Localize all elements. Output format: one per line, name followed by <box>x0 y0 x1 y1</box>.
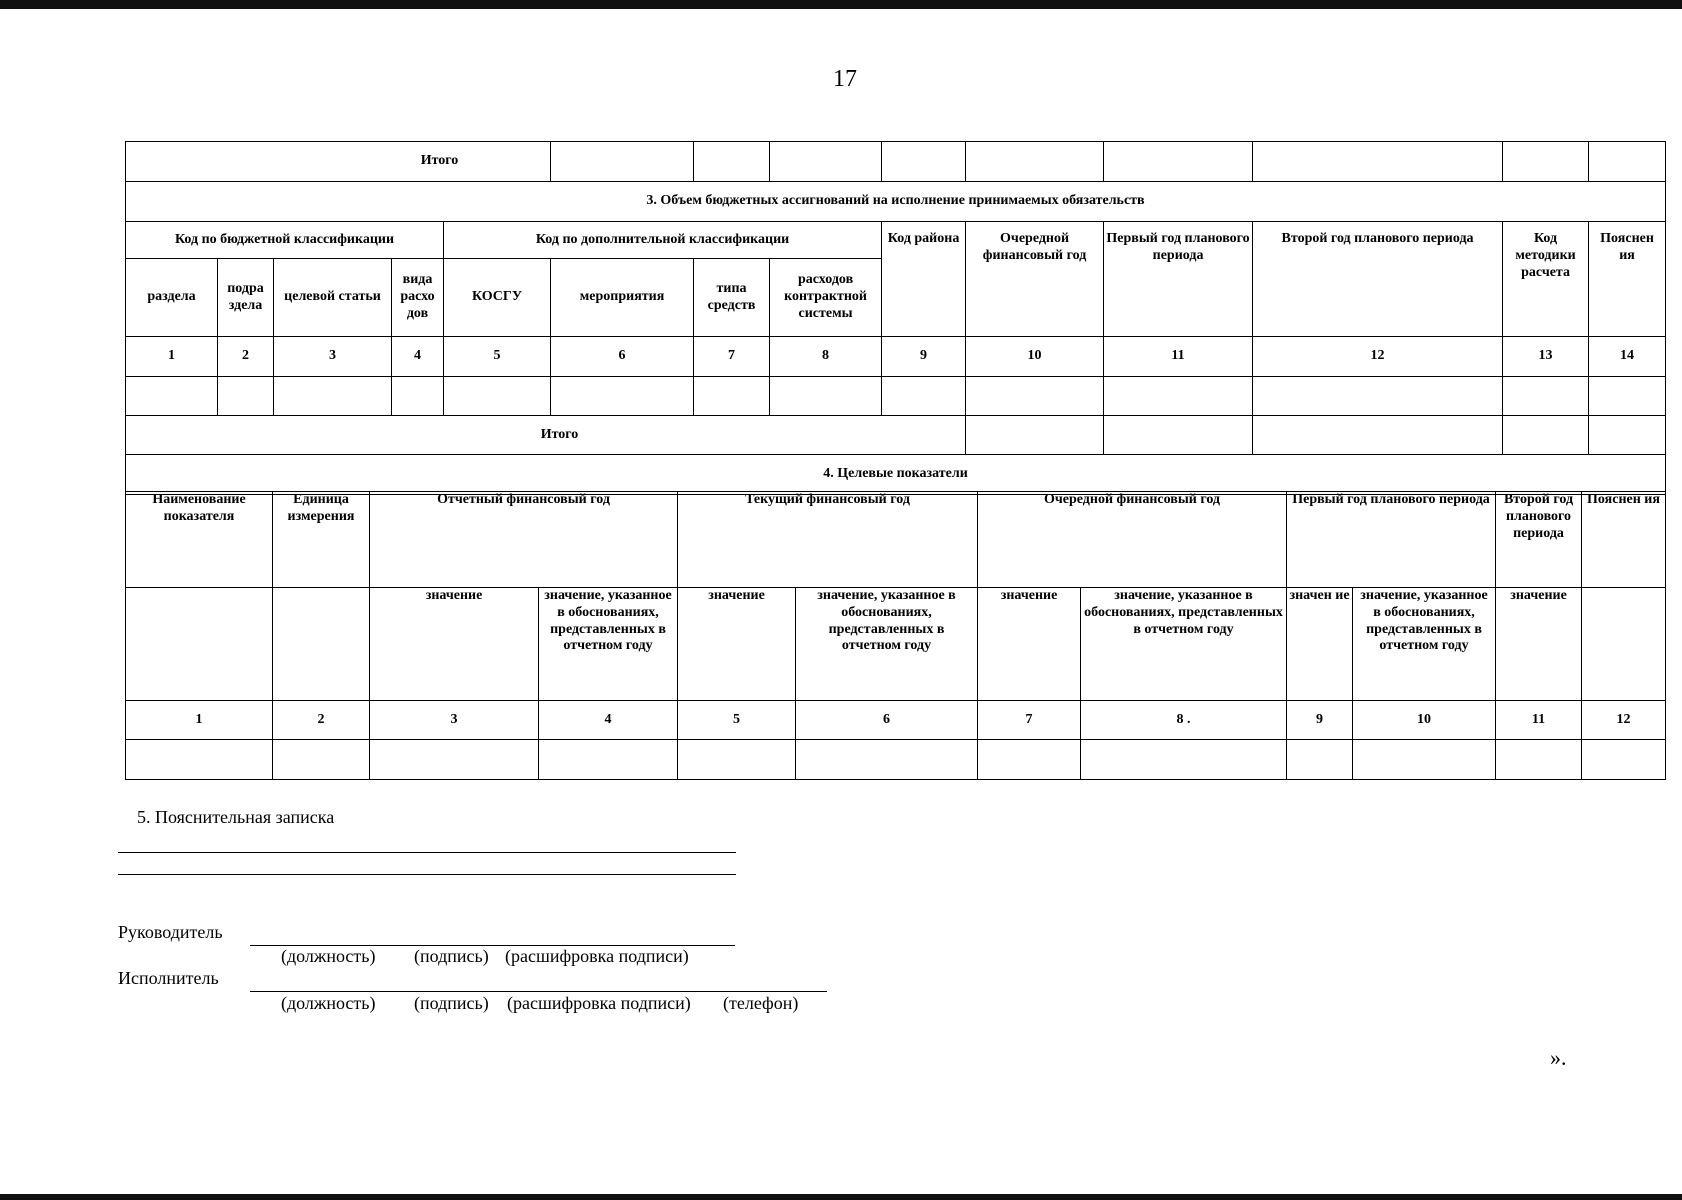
first-plan-year-header: Первый год планового периода <box>1287 492 1496 588</box>
empty-cell <box>770 142 882 182</box>
empty-cell <box>694 377 770 416</box>
empty-cell <box>694 142 770 182</box>
executor-decoding-caption: (расшифровка подписи) <box>507 993 691 1013</box>
notes-header: Пояснен ия <box>1582 492 1666 588</box>
total-label: Итого <box>126 416 966 455</box>
empty-cell <box>126 740 273 780</box>
executor-signature-line <box>250 991 827 992</box>
column-number: 6 <box>796 701 978 740</box>
column-number: 10 <box>966 337 1104 377</box>
empty-cell <box>1353 740 1496 780</box>
empty-cell <box>1503 416 1589 455</box>
empty-cell <box>1582 588 1666 701</box>
column-number: 11 <box>1104 337 1253 377</box>
section-subheader: раздела <box>126 259 218 337</box>
empty-cell <box>1287 740 1353 780</box>
section3-total-row <box>126 416 1666 455</box>
empty-cell <box>966 377 1104 416</box>
empty-cell <box>273 740 370 780</box>
column-number: 6 <box>551 337 694 377</box>
report-value-subheader: значение <box>370 588 539 701</box>
expense-type-subheader: вида расхо дов <box>392 259 444 337</box>
column-number: 7 <box>978 701 1081 740</box>
note-line <box>118 852 736 853</box>
empty-cell <box>1589 142 1666 182</box>
empty-cell <box>444 377 551 416</box>
column-number: 7 <box>694 337 770 377</box>
section3-header-row1 <box>126 222 1666 259</box>
second-plan-year-header: Второй год планового периода <box>1496 492 1582 588</box>
column-number: 3 <box>274 337 392 377</box>
empty-cell <box>966 416 1104 455</box>
column-number: 12 <box>1582 701 1666 740</box>
first-plan-spec-value-subheader: значение, указанное в обоснованиях, представленных в отчетном году <box>1353 588 1496 701</box>
scan-top-edge <box>0 0 1682 9</box>
column-number: 2 <box>218 337 274 377</box>
next-value-subheader: значение <box>978 588 1081 701</box>
budget-classification-header: Код по бюджетной классификации <box>126 222 444 259</box>
column-number: 8 <box>770 337 882 377</box>
budget-allocations-table <box>125 141 1666 495</box>
section4-title-row <box>126 455 1666 495</box>
explanatory-note-title: 5. Пояснительная записка <box>137 807 335 827</box>
page-number: 17 <box>833 66 857 92</box>
second-plan-value-subheader: значение <box>1496 588 1582 701</box>
empty-cell <box>978 740 1081 780</box>
empty-cell <box>273 588 370 701</box>
kosgu-subheader: КОСГУ <box>444 259 551 337</box>
empty-cell <box>126 588 273 701</box>
section4-number-row <box>126 701 1666 740</box>
scan-bottom-edge <box>0 1194 1682 1200</box>
empty-cell <box>1104 142 1253 182</box>
section3-number-row <box>126 337 1666 377</box>
section4-header-row2 <box>126 588 1666 701</box>
head-position-caption: (должность) <box>281 946 376 966</box>
column-number: 4 <box>392 337 444 377</box>
executor-phone-caption: (телефон) <box>723 993 799 1013</box>
empty-cell <box>1104 416 1253 455</box>
current-year-header: Текущий финансовый год <box>678 492 978 588</box>
method-code-header: Код методики расчета <box>1503 222 1589 337</box>
column-number: 11 <box>1496 701 1582 740</box>
column-number: 14 <box>1589 337 1666 377</box>
current-value-subheader: значение <box>678 588 796 701</box>
empty-cell <box>218 377 274 416</box>
note-line <box>118 874 736 875</box>
column-number: 4 <box>539 701 678 740</box>
empty-cell <box>1081 740 1287 780</box>
empty-cell <box>551 377 694 416</box>
column-number: 3 <box>370 701 539 740</box>
contract-system-subheader: расходов контрактной системы <box>770 259 882 337</box>
additional-classification-header: Код по дополнительной классификации <box>444 222 882 259</box>
column-number: 13 <box>1503 337 1589 377</box>
empty-cell <box>678 740 796 780</box>
event-subheader: мероприятия <box>551 259 694 337</box>
target-indicators-table <box>125 491 1666 780</box>
executor-signature-caption: (подпись) <box>414 993 489 1013</box>
executor-position-caption: (должность) <box>281 993 376 1013</box>
report-spec-value-subheader: значение, указанное в обоснованиях, представленных в отчетном году <box>539 588 678 701</box>
section3-title-row <box>126 182 1666 222</box>
empty-cell <box>882 377 966 416</box>
empty-cell <box>1589 416 1666 455</box>
next-year-header: Очередной финансовый год <box>978 492 1287 588</box>
fund-type-subheader: типа средств <box>694 259 770 337</box>
indicator-name-header: Наименование показателя <box>126 492 273 588</box>
empty-cell <box>1589 377 1666 416</box>
empty-cell <box>1253 377 1503 416</box>
empty-cell <box>551 142 694 182</box>
empty-cell <box>392 377 444 416</box>
head-decoding-caption: (расшифровка подписи) <box>505 946 689 966</box>
empty-cell <box>1253 416 1503 455</box>
empty-cell <box>966 142 1104 182</box>
head-signature-caption: (подпись) <box>414 946 489 966</box>
column-number: 9 <box>1287 701 1353 740</box>
next-spec-value-subheader: значение, указанное в обоснованиях, представленных в отчетном году <box>1081 588 1287 701</box>
empty-cell <box>1582 740 1666 780</box>
notes-header: Пояснен ия <box>1589 222 1666 337</box>
head-label: Руководитель <box>118 922 223 942</box>
column-number: 1 <box>126 337 218 377</box>
first-plan-year-header: Первый год планового периода <box>1104 222 1253 337</box>
section4-title: 4. Целевые показатели <box>126 455 1666 495</box>
second-plan-year-header: Второй год планового периода <box>1253 222 1503 337</box>
executor-label: Исполнитель <box>118 968 219 988</box>
unit-header: Единица измерения <box>273 492 370 588</box>
section3-empty-row <box>126 377 1666 416</box>
section4-header-row1 <box>126 492 1666 588</box>
next-year-header: Очередной финансовый год <box>966 222 1104 337</box>
target-item-subheader: целевой статьи <box>274 259 392 337</box>
closing-quote-mark: ». <box>1550 1045 1567 1070</box>
column-number: 9 <box>882 337 966 377</box>
column-number: 5 <box>444 337 551 377</box>
subsection-subheader: подра здела <box>218 259 274 337</box>
empty-cell <box>1104 377 1253 416</box>
column-number: 8 . <box>1081 701 1287 740</box>
column-number: 12 <box>1253 337 1503 377</box>
column-number: 1 <box>126 701 273 740</box>
current-spec-value-subheader: значение, указанное в обоснованиях, представленных в отчетном году <box>796 588 978 701</box>
column-number: 10 <box>1353 701 1496 740</box>
total-row-top <box>126 142 1666 182</box>
total-label: Итого <box>126 142 551 182</box>
empty-cell <box>1253 142 1503 182</box>
report-year-header: Отчетный финансовый год <box>370 492 678 588</box>
section4-empty-row <box>126 740 1666 780</box>
empty-cell <box>274 377 392 416</box>
empty-cell <box>1503 142 1589 182</box>
empty-cell <box>126 377 218 416</box>
empty-cell <box>370 740 539 780</box>
empty-cell <box>1503 377 1589 416</box>
column-number: 2 <box>273 701 370 740</box>
column-number: 5 <box>678 701 796 740</box>
empty-cell <box>882 142 966 182</box>
district-code-header: Код района <box>882 222 966 337</box>
empty-cell <box>770 377 882 416</box>
empty-cell <box>796 740 978 780</box>
section3-title: 3. Объем бюджетных ассигнований на исполнение принимаемых обязательств <box>126 182 1666 222</box>
empty-cell <box>539 740 678 780</box>
empty-cell <box>1496 740 1582 780</box>
first-plan-value-subheader: значен ие <box>1287 588 1353 701</box>
